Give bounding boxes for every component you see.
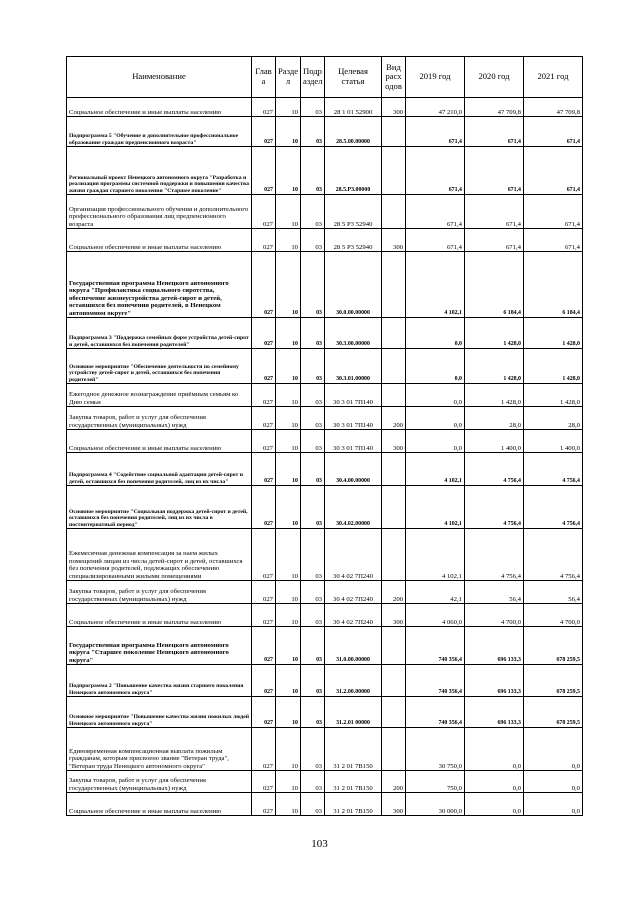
cell-name: Государственная программа Ненецкого автономного округа "Старшее поколение Ненецкого автономного округа" — [67, 627, 252, 665]
cell-vid: 300 — [382, 98, 406, 117]
page-number: 103 — [311, 838, 328, 850]
cell-vid — [382, 318, 406, 349]
cell-statya: 30 3 01 7П140 — [325, 384, 382, 407]
cell-vid: 300 — [382, 793, 406, 816]
cell-podrazdel: 03 — [301, 318, 325, 349]
cell-podrazdel: 03 — [301, 529, 325, 581]
cell-podrazdel: 03 — [301, 453, 325, 486]
cell-2020: 0,0 — [465, 793, 524, 816]
cell-vid — [382, 384, 406, 407]
cell-vid — [382, 117, 406, 147]
cell-podrazdel: 03 — [301, 793, 325, 816]
cell-2021: 671,4 — [524, 195, 583, 229]
cell-statya: 30.0.00.00000 — [325, 252, 382, 318]
cell-glava: 027 — [252, 728, 276, 771]
table-row — [67, 349, 583, 384]
cell-razdel: 10 — [276, 430, 301, 453]
cell-2019: 0,0 — [406, 430, 465, 453]
table-row — [67, 229, 583, 252]
header-razdel: Разде л — [276, 57, 301, 98]
cell-statya: 31 2 01 7В150 — [325, 793, 382, 816]
cell-2019: 0,0 — [406, 349, 465, 384]
cell-2020: 1 428,0 — [465, 384, 524, 407]
cell-statya: 30 3 01 7П140 — [325, 407, 382, 430]
cell-2019: 0,0 — [406, 384, 465, 407]
cell-glava: 027 — [252, 229, 276, 252]
table-row — [67, 407, 583, 430]
cell-podrazdel: 03 — [301, 728, 325, 771]
cell-name: Закупка товаров, работ и услуг для обеспечения государственных (муниципальных) нужд — [67, 407, 252, 430]
table-row — [67, 117, 583, 147]
cell-name: Социальное обеспечение и иные выплаты населению — [67, 430, 252, 453]
table-row — [67, 581, 583, 604]
cell-2019: 4 102,1 — [406, 486, 465, 529]
cell-razdel: 10 — [276, 252, 301, 318]
cell-2020: 0,0 — [465, 728, 524, 771]
cell-statya: 31 2 01 7В150 — [325, 728, 382, 771]
cell-2021: 6 184,4 — [524, 252, 583, 318]
cell-2019: 671,4 — [406, 117, 465, 147]
cell-podrazdel: 03 — [301, 486, 325, 529]
cell-razdel: 10 — [276, 453, 301, 486]
header-2020: 2020 год — [465, 57, 524, 98]
cell-glava: 027 — [252, 627, 276, 665]
cell-2021: 671,4 — [524, 229, 583, 252]
cell-2019: 42,1 — [406, 581, 465, 604]
cell-vid: 200 — [382, 581, 406, 604]
cell-razdel: 10 — [276, 697, 301, 728]
cell-2020: 4 756,4 — [465, 529, 524, 581]
cell-2021: 678 259,5 — [524, 665, 583, 697]
cell-2020: 1 400,0 — [465, 430, 524, 453]
table-row — [67, 627, 583, 665]
cell-statya: 30 4 02 7П240 — [325, 604, 382, 627]
cell-vid — [382, 486, 406, 529]
cell-2020: 4 756,4 — [465, 453, 524, 486]
cell-2019: 740 356,4 — [406, 665, 465, 697]
cell-2021: 0,0 — [524, 771, 583, 793]
cell-name: Социальное обеспечение и иные выплаты населению — [67, 229, 252, 252]
table-row — [67, 665, 583, 697]
cell-name: Ежегодное денежное вознаграждение приёмным семьям ко Дню семьи — [67, 384, 252, 407]
cell-glava: 027 — [252, 697, 276, 728]
cell-vid: 200 — [382, 407, 406, 430]
cell-2019: 30 000,0 — [406, 793, 465, 816]
cell-name: Организация профессионального обучения и дополнительного профессионального образования лиц предпенсионного возраста — [67, 195, 252, 229]
cell-2019: 671,4 — [406, 147, 465, 195]
header-glava: Глав а — [252, 57, 276, 98]
cell-name: Социальное обеспечение и иные выплаты населению — [67, 793, 252, 816]
cell-2020: 1 428,0 — [465, 349, 524, 384]
cell-2021: 1 428,0 — [524, 384, 583, 407]
cell-razdel: 10 — [276, 117, 301, 147]
cell-2019: 750,0 — [406, 771, 465, 793]
cell-podrazdel: 03 — [301, 407, 325, 430]
cell-name: Ежемесячная денежная компенсация за наем жилых помещений лицам из числа детей-сирот и детей, оставшихся без попечения родителей, подлежащих обеспечению специализированными жилыми помещениями — [67, 529, 252, 581]
cell-glava: 027 — [252, 318, 276, 349]
cell-2021: 1 428,0 — [524, 349, 583, 384]
header-vid: Вид расх одов — [382, 57, 406, 98]
cell-podrazdel: 03 — [301, 147, 325, 195]
cell-2020: 6 184,4 — [465, 252, 524, 318]
cell-2020: 47 709,8 — [465, 98, 524, 117]
cell-glava: 027 — [252, 604, 276, 627]
cell-vid — [382, 529, 406, 581]
cell-2019: 4 060,0 — [406, 604, 465, 627]
cell-2020: 671,4 — [465, 147, 524, 195]
cell-razdel: 10 — [276, 627, 301, 665]
cell-glava: 027 — [252, 98, 276, 117]
cell-glava: 027 — [252, 453, 276, 486]
cell-2019: 671,4 — [406, 229, 465, 252]
cell-2021: 47 709,8 — [524, 98, 583, 117]
table-header-row — [67, 57, 583, 98]
cell-2019: 4 102,1 — [406, 252, 465, 318]
table-row — [67, 98, 583, 117]
cell-2021: 4 756,4 — [524, 529, 583, 581]
cell-2021: 4 756,4 — [524, 486, 583, 529]
cell-statya: 30.3.01.00000 — [325, 349, 382, 384]
budget-table — [66, 56, 583, 816]
cell-razdel: 10 — [276, 604, 301, 627]
cell-vid — [382, 665, 406, 697]
cell-2019: 0,0 — [406, 318, 465, 349]
cell-glava: 027 — [252, 117, 276, 147]
cell-statya: 31.2.01 00000 — [325, 697, 382, 728]
cell-podrazdel: 03 — [301, 581, 325, 604]
table-body — [67, 98, 583, 816]
cell-2020: 1 428,0 — [465, 318, 524, 349]
cell-podrazdel: 03 — [301, 349, 325, 384]
header-podrazdel: Подр аздел — [301, 57, 325, 98]
cell-2021: 4 700,0 — [524, 604, 583, 627]
cell-statya: 30 4 02 7П240 — [325, 581, 382, 604]
cell-razdel: 10 — [276, 581, 301, 604]
cell-glava: 027 — [252, 486, 276, 529]
cell-podrazdel: 03 — [301, 430, 325, 453]
cell-glava: 027 — [252, 529, 276, 581]
table-row — [67, 384, 583, 407]
header-name: Наименование — [67, 57, 252, 98]
cell-2019: 4 102,1 — [406, 453, 465, 486]
cell-name: Социальное обеспечение и иные выплаты населению — [67, 604, 252, 627]
cell-2020: 696 133,3 — [465, 697, 524, 728]
cell-glava: 027 — [252, 349, 276, 384]
cell-vid: 300 — [382, 229, 406, 252]
cell-razdel: 10 — [276, 349, 301, 384]
cell-2019: 0,0 — [406, 407, 465, 430]
cell-podrazdel: 03 — [301, 627, 325, 665]
cell-2020: 0,0 — [465, 771, 524, 793]
cell-glava: 027 — [252, 252, 276, 318]
cell-podrazdel: 03 — [301, 771, 325, 793]
table-row — [67, 486, 583, 529]
cell-razdel: 10 — [276, 229, 301, 252]
cell-podrazdel: 03 — [301, 604, 325, 627]
cell-name: Подпрограмма 3 "Поддержка семейных форм устройства детей-сирот и детей, оставшихся без попечения родителей" — [67, 318, 252, 349]
cell-2019: 47 210,0 — [406, 98, 465, 117]
cell-statya: 28.5.P3.00000 — [325, 147, 382, 195]
cell-statya: 31.2.00.00000 — [325, 665, 382, 697]
cell-2020: 696 133,3 — [465, 627, 524, 665]
cell-2021: 28,0 — [524, 407, 583, 430]
header-statya: Целевая статья — [325, 57, 382, 98]
cell-glava: 027 — [252, 771, 276, 793]
cell-vid — [382, 195, 406, 229]
cell-statya: 30.3.00.00000 — [325, 318, 382, 349]
cell-2020: 671,4 — [465, 229, 524, 252]
header-2019: 2019 год — [406, 57, 465, 98]
cell-statya: 28.5.00.00000 — [325, 117, 382, 147]
cell-name: Государственная программа Ненецкого автономного округа "Профилактика социального сиротства, обеспечение жизнеустройства детей-сирот и детей, оставшихся без попечения родителей, в Ненецком автономном округе" — [67, 252, 252, 318]
cell-2020: 56,4 — [465, 581, 524, 604]
cell-podrazdel: 03 — [301, 252, 325, 318]
cell-2020: 4 756,4 — [465, 486, 524, 529]
table-row — [67, 453, 583, 486]
cell-name: Подпрограмма 5 "Обучение и дополнительное профессиональное образование граждан предпенсионного возраста" — [67, 117, 252, 147]
cell-glava: 027 — [252, 407, 276, 430]
cell-2019: 4 102,1 — [406, 529, 465, 581]
cell-vid — [382, 147, 406, 195]
cell-2020: 696 133,3 — [465, 665, 524, 697]
cell-glava: 027 — [252, 147, 276, 195]
cell-vid: 300 — [382, 430, 406, 453]
table-row — [67, 147, 583, 195]
cell-statya: 31.0.00.00000 — [325, 627, 382, 665]
cell-name: Основное мероприятие "Обеспечение деятельности по семейному устройству детей-сирот и детей, оставшихся без попечения родителей" — [67, 349, 252, 384]
table-row — [67, 252, 583, 318]
cell-glava: 027 — [252, 665, 276, 697]
cell-vid — [382, 252, 406, 318]
table-row — [67, 728, 583, 771]
cell-razdel: 10 — [276, 665, 301, 697]
table-row — [67, 793, 583, 816]
cell-vid — [382, 697, 406, 728]
cell-razdel: 10 — [276, 195, 301, 229]
cell-vid — [382, 627, 406, 665]
cell-glava: 027 — [252, 581, 276, 604]
cell-name: Социальное обеспечение и иные выплаты населению — [67, 98, 252, 117]
cell-vid — [382, 728, 406, 771]
cell-vid: 200 — [382, 771, 406, 793]
table-row — [67, 318, 583, 349]
cell-2020: 28,0 — [465, 407, 524, 430]
cell-podrazdel: 03 — [301, 384, 325, 407]
cell-podrazdel: 03 — [301, 697, 325, 728]
cell-razdel: 10 — [276, 486, 301, 529]
table-row — [67, 604, 583, 627]
cell-2020: 671,4 — [465, 195, 524, 229]
cell-2021: 1 400,0 — [524, 430, 583, 453]
cell-statya: 28 5 P3 52940 — [325, 229, 382, 252]
cell-statya: 30 3 01 7П140 — [325, 430, 382, 453]
cell-name: Региональный проект Ненецкого автономного округа "Разработка и реализация программы системной поддержки и повышения качества жизни граждан старшего поколения "Старшее поколение" — [67, 147, 252, 195]
cell-2019: 740 356,4 — [406, 627, 465, 665]
cell-name: Подпрограмма 2 "Повышение качества жизни старшего поколения Ненецкого автономного округа" — [67, 665, 252, 697]
cell-razdel: 10 — [276, 728, 301, 771]
cell-2019: 671,4 — [406, 195, 465, 229]
cell-2021: 56,4 — [524, 581, 583, 604]
cell-razdel: 10 — [276, 318, 301, 349]
cell-name: Закупка товаров, работ и услуг для обеспечения государственных (муниципальных) нужд — [67, 581, 252, 604]
cell-2021: 671,4 — [524, 117, 583, 147]
cell-2019: 30 750,0 — [406, 728, 465, 771]
cell-vid: 300 — [382, 604, 406, 627]
cell-2021: 4 756,4 — [524, 453, 583, 486]
cell-2021: 0,0 — [524, 793, 583, 816]
cell-podrazdel: 03 — [301, 665, 325, 697]
cell-glava: 027 — [252, 793, 276, 816]
cell-2021: 1 428,0 — [524, 318, 583, 349]
cell-glava: 027 — [252, 195, 276, 229]
cell-2020: 671,4 — [465, 117, 524, 147]
cell-statya: 31 2 01 7В150 — [325, 771, 382, 793]
cell-razdel: 10 — [276, 793, 301, 816]
cell-podrazdel: 03 — [301, 195, 325, 229]
table-row — [67, 697, 583, 728]
cell-statya: 28 5 P3 52940 — [325, 195, 382, 229]
cell-razdel: 10 — [276, 407, 301, 430]
cell-podrazdel: 03 — [301, 98, 325, 117]
cell-name: Единовременная компенсационная выплата пожилым гражданам, которым присвоено звание "Ветеран труда", "Ветеран труда Ненецкого автономного округа" — [67, 728, 252, 771]
cell-statya: 30.4.02.00000 — [325, 486, 382, 529]
cell-2019: 740 356,4 — [406, 697, 465, 728]
cell-statya: 30 4 02 7П240 — [325, 529, 382, 581]
table-row — [67, 430, 583, 453]
cell-vid — [382, 349, 406, 384]
table-row — [67, 771, 583, 793]
cell-2021: 671,4 — [524, 147, 583, 195]
cell-razdel: 10 — [276, 771, 301, 793]
cell-2020: 4 700,0 — [465, 604, 524, 627]
cell-2021: 678 259,5 — [524, 697, 583, 728]
cell-2021: 678 259,5 — [524, 627, 583, 665]
cell-razdel: 10 — [276, 529, 301, 581]
cell-glava: 027 — [252, 384, 276, 407]
cell-statya: 28 1 01 52900 — [325, 98, 382, 117]
cell-2021: 0,0 — [524, 728, 583, 771]
table-row — [67, 529, 583, 581]
table-row — [67, 195, 583, 229]
header-2021: 2021 год — [524, 57, 583, 98]
cell-name: Закупка товаров, работ и услуг для обеспечения государственных (муниципальных) нужд — [67, 771, 252, 793]
cell-podrazdel: 03 — [301, 117, 325, 147]
cell-statya: 30.4.00.00000 — [325, 453, 382, 486]
cell-name: Подпрограмма 4 "Содействие социальной адаптации детей-сирот и детей, оставшихся без попечения родителей, лиц из их числа" — [67, 453, 252, 486]
cell-vid — [382, 453, 406, 486]
cell-glava: 027 — [252, 430, 276, 453]
cell-razdel: 10 — [276, 147, 301, 195]
cell-name: Основное мероприятие "Социальная поддержка детей-сирот и детей, оставшихся без попечения родителей, лиц из их числа в постинтернатный период" — [67, 486, 252, 529]
cell-razdel: 10 — [276, 384, 301, 407]
cell-podrazdel: 03 — [301, 229, 325, 252]
cell-name: Основное мероприятие "Повышение качества жизни пожилых людей Ненецкого автономного округа" — [67, 697, 252, 728]
cell-razdel: 10 — [276, 98, 301, 117]
